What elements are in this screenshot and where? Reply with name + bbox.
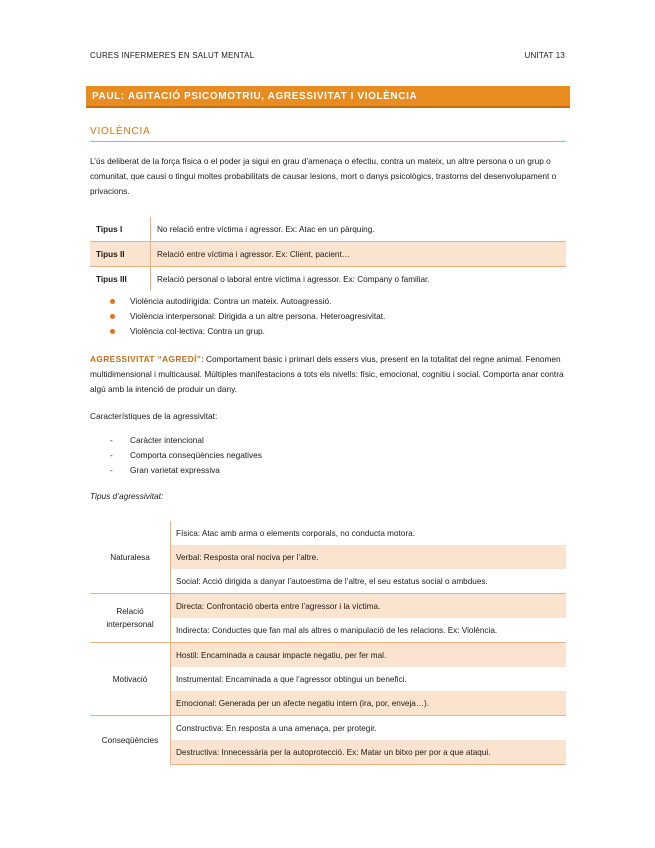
violence-definition: L’ús deliberat de la força física o el poder ja sigui en grau d’amenaça o efectiu, contra un mateix, un altre persona o un grup o comunitat, que causi o tingui moltes probabilitats de causar lesions, mort o danys psicològics, trastorns del desenvolupament o privacions. <box>90 156 557 196</box>
type-description: Constructiva: En resposta a una amenaça, per protegir. <box>171 716 567 741</box>
table-row <box>90 521 566 545</box>
type-description: Directa: Confrontació oberta entre l’agressor i la víctima. <box>171 594 567 619</box>
violence-types-table <box>90 217 566 291</box>
violence-forms-list <box>108 294 385 339</box>
header-unit-label: UNITAT 13 <box>524 51 565 60</box>
category-cell: Naturalesa <box>90 521 171 594</box>
list-item <box>108 309 385 324</box>
type-description: Hostil: Encaminada a causar impacte negatiu, per fer mal. <box>171 643 567 668</box>
bullet-icon <box>110 329 115 334</box>
type-label: Tipus II <box>90 242 151 267</box>
aggressivity-definition <box>90 352 566 397</box>
type-description: Física: Atac amb arma o elements corporals, no conducta motora. <box>176 528 415 538</box>
dash-icon: - <box>110 465 113 475</box>
type-description: Verbal: Resposta oral nociva per l’altre. <box>171 545 567 569</box>
bullet-icon <box>110 299 115 304</box>
type-description: Destructiva: Innecessària per la autoprotecció. Ex: Matar un bitxo per por a que ataqui. <box>171 740 567 765</box>
section-title-violence: VIOLÈNCIA <box>90 126 566 142</box>
list-item-text: Comporta conseqüències negatives <box>130 450 262 460</box>
table-row <box>90 716 566 741</box>
type-label: Tipus III <box>96 274 127 284</box>
type-label: Tipus I <box>96 224 123 234</box>
list-item-text: Violència autodirigida: Contra un mateix. Autoagressió. <box>130 296 332 306</box>
type-description: Relació personal o laboral entre víctima i agressor. Ex: Company o familiar. <box>151 267 567 292</box>
chapter-banner: PAUL: AGITACIÓ PSICOMOTRIU, AGRESSIVITAT I VIOLÈNCIA <box>86 86 570 108</box>
list-item-text: Violència col·lectiva: Contra un grup. <box>130 326 265 336</box>
list-item <box>108 433 262 448</box>
aggressivity-term: AGRESSIVITAT “AGREDÍ” <box>90 354 202 364</box>
type-description: Emocional: Generada per un afecte negatiu intern (ira, por, enveja…). <box>171 691 567 716</box>
list-item-text: Caràcter intencional <box>130 435 204 445</box>
aggression-types-table <box>90 521 566 765</box>
dash-icon: - <box>110 435 113 445</box>
table-row <box>90 594 566 619</box>
table-row <box>90 267 566 292</box>
table-row <box>90 242 566 267</box>
list-item <box>108 294 385 309</box>
type-description: No relació entre víctima i agressor. Ex: Atac en un pàrquing. <box>151 217 567 242</box>
aggressivity-text: : Comportament basic i primari dels essers vius, present en la totalitat del regne animal. Fenomen multidimensional i multicausal. Múltiples manifestacions a tots els nivells: físic, emocional, cognitiu i social. Comporta anar contra algú amb la intenció de produir un dany. <box>90 354 564 394</box>
characteristics-list <box>108 433 262 478</box>
category-cell: Conseqüències <box>90 716 171 765</box>
aggression-types-heading: Tipus d’agressivitat: <box>90 491 164 501</box>
list-item <box>108 463 262 478</box>
table-row <box>90 643 566 668</box>
list-item <box>108 448 262 463</box>
dash-icon: - <box>110 450 113 460</box>
type-description: Instrumental: Encaminada a que l’agressor obtingui un benefici. <box>176 674 407 684</box>
type-description: Social: Acció dirigida a danyar l’autoestima de l’altre, el seu estatus social o ambdues. <box>176 576 488 586</box>
header-course-title: CURES INFERMERES EN SALUT MENTAL <box>90 51 255 60</box>
list-item <box>108 324 385 339</box>
table-row <box>90 217 566 242</box>
list-item-text: Violència interpersonal: Dirigida a un altre persona. Heteroagresivitat. <box>130 311 386 321</box>
type-description: Relació entre víctima i agressor. Ex: Client, pacient… <box>151 242 567 267</box>
list-item-text: Gran varietat expressiva <box>130 465 220 475</box>
characteristics-heading: Característiques de la agressivitat: <box>90 411 218 421</box>
category-cell: Motivació <box>90 643 171 716</box>
type-description: Indirecta: Conductes que fan mal als altres o manipulació de les relacions. Ex: Violència. <box>176 625 498 635</box>
bullet-icon <box>110 314 115 319</box>
category-cell: Relació interpersonal <box>90 594 171 643</box>
